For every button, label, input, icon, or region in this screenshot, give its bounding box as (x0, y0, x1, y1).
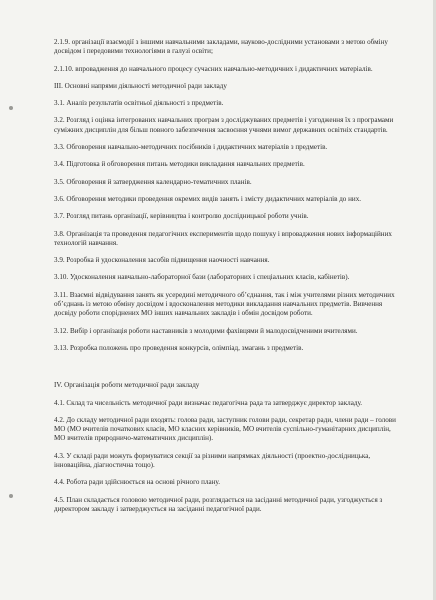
punch-hole-mark (9, 106, 13, 110)
section-heading-3: ІІІ. Основні напрями діяльності методичної ради закладу (54, 81, 227, 90)
paragraph-3-13: 3.13. Розробка положень про проведення конкурсів, олімпіад, змагань з предметів. (54, 343, 304, 352)
paragraph-2-1-10: 2.1.10. впровадження до навчального процесу сучасних навчально-методичних і дидактичних матеріалів. (54, 64, 373, 73)
paragraph-3-6: 3.6. Обговорення методики проведення окремих видів занять і змісту дидактичних матеріалів до них. (54, 194, 362, 203)
paragraph-3-12: 3.12. Вибір і організація роботи наставників з молодими фахівцями й малодосвідченими вчителями. (54, 326, 358, 335)
paragraph-2-1-9: 2.1.9. організації взаємодії з іншими навчальними закладами, науково-дослідними установами з метою обміну досвідом і передовими технологіями в галузі освіти; (54, 38, 388, 56)
paragraph-3-5: 3.5. Обговорення й затвердження календарно-тематичних планів. (54, 177, 252, 186)
punch-hole-mark (9, 494, 13, 498)
paragraph-4-4: 4.4. Робота ради здійснюється на основі річного плану. (54, 478, 221, 487)
paragraph-4-5: 4.5. План складається головою методичної ради, розглядається на засіданні методичної ради, узгоджується з директором закладу і затверджується на засіданні педагогічної ради. (54, 495, 383, 513)
section-heading-4: ІV. Організація роботи методичної ради закладу (54, 381, 200, 390)
paragraph-4-2: 4.2. До складу методичної ради входять: голова ради, заступник голови ради, секретар ради, члени ради – голови МО (МО вчителів початкових класів, МО класних керівників, МО вчителів суспільно-гуманітарних дисциплін, МО вчителів природничо-математичних дисциплін). (54, 415, 396, 443)
paragraph-3-1: 3.1. Аналіз результатів освітньої діяльності з предметів. (54, 99, 224, 108)
paragraph-3-8: 3.8. Організація та проведення педагогічних експериментів щодо пошуку і впровадження нових інформаційних технологій навчання. (54, 229, 392, 247)
paragraph-3-3: 3.3. Обговорення навчально-методичних посібників і дидактичних матеріалів з предметів. (54, 143, 328, 152)
paragraph-3-9: 3.9. Розробка й удосконалення засобів підвищення наочності навчання. (54, 256, 270, 265)
paragraph-4-3: 4.3. У складі ради можуть формуватися секції за різними напрямках діяльності (проектно-дослідницька, інноваційна, діагностична тощо). (54, 451, 371, 470)
paragraph-3-7: 3.7. Розгляд питань організації, керівництва і контролю дослідницької роботи учнів. (54, 212, 309, 221)
paragraph-3-10: 3.10. Удосконалення навчально-лабораторної бази (лабораторних і спеціальних класів, кабінетів). (54, 273, 350, 282)
paragraph-3-11: 3.11. Взаємні відвідування занять як усередині методичного об’єднання, так і між учителями різних методичних об’єднань із метою обміну досвідом і вдосконалення методики викладання навчальних предметів. Вивчення досвіду роботи споріднених МО інших навчальних закладів і обмін досвідом роботи. (54, 290, 395, 318)
paragraph-4-1: 4.1. Склад та чисельність методичної ради визначає педагогічна рада та затверджує директор закладу. (54, 398, 363, 407)
paragraph-3-4: 3.4. Підготовка й обговорення питань методики викладання навчальних предметів. (54, 160, 305, 169)
paragraph-3-2: 3.2. Розгляд і оцінка інтегрованих навчальних програм з досліджуваних предметів і узгодження їх з програмами суміжних дисциплін для більш повного забезпечення засвоєння учнями вимог державних освітніх стандартів. (54, 116, 394, 134)
